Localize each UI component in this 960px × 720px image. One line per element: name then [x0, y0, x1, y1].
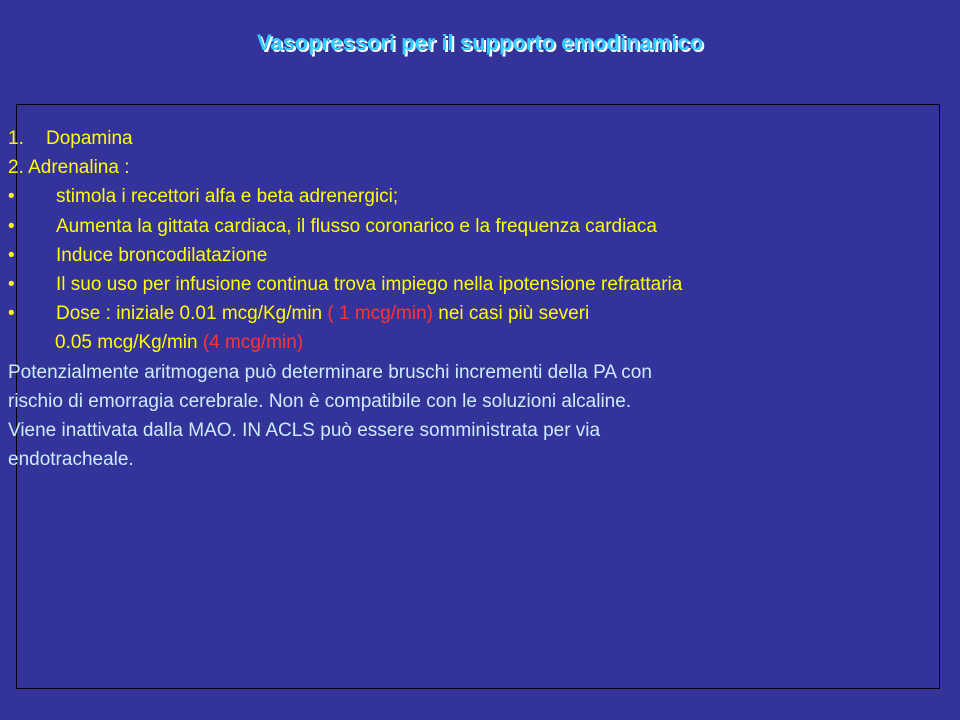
list-number: 1. [8, 128, 24, 149]
bullet-item [8, 270, 952, 299]
bullet-item [8, 212, 952, 241]
bullet-item [8, 241, 952, 270]
bullet-text: Il suo uso per infusione continua trova impiego nella ipotensione refrattaria [56, 273, 683, 295]
content-text [8, 124, 952, 474]
bullet-icon: • [8, 303, 15, 325]
dose-label: Dose : iniziale 0.01 mcg/Kg/min [56, 303, 323, 325]
slide-title: Vasopressori per il supporto emodinamico [256, 30, 704, 55]
list-item-adrenalina: 2. Adrenalina : [8, 157, 130, 179]
dose2: 0.05 mcg/Kg/min [55, 332, 198, 354]
dose2-red: (4 mcg/min) [202, 332, 304, 354]
bullet-item-dose [8, 299, 952, 328]
list-item-dopamina [8, 124, 952, 153]
paragraph-line: rischio di emorragia cerebrale. Non è compatibile con le soluzioni alcaline. [8, 390, 632, 412]
bullet-icon: • [8, 244, 15, 266]
dose-tail: nei casi più severi [438, 303, 590, 325]
dose-red: ( 1 mcg/min) [327, 303, 433, 325]
bullet-icon: • [8, 215, 15, 237]
bullet-icon: • [8, 273, 15, 295]
paragraph-line: endotracheale. [8, 449, 134, 471]
bullet-icon: • [8, 186, 15, 208]
bullet-text: Induce broncodilatazione [56, 244, 268, 266]
bullet-text: Aumenta la gittata cardiaca, il flusso coronarico e la frequenza cardiaca [56, 215, 657, 237]
bullet-text: stimola i recettori alfa e beta adrenergici; [56, 186, 399, 208]
list-item-label: Dopamina [46, 128, 133, 149]
paragraph-line: Potenzialmente aritmogena può determinare bruschi incrementi della PA con [8, 361, 652, 383]
bullet-item [8, 182, 952, 211]
dose-second-line [8, 328, 952, 357]
paragraph-line: Viene inattivata dalla MAO. IN ACLS può essere somministrata per via [8, 419, 601, 441]
